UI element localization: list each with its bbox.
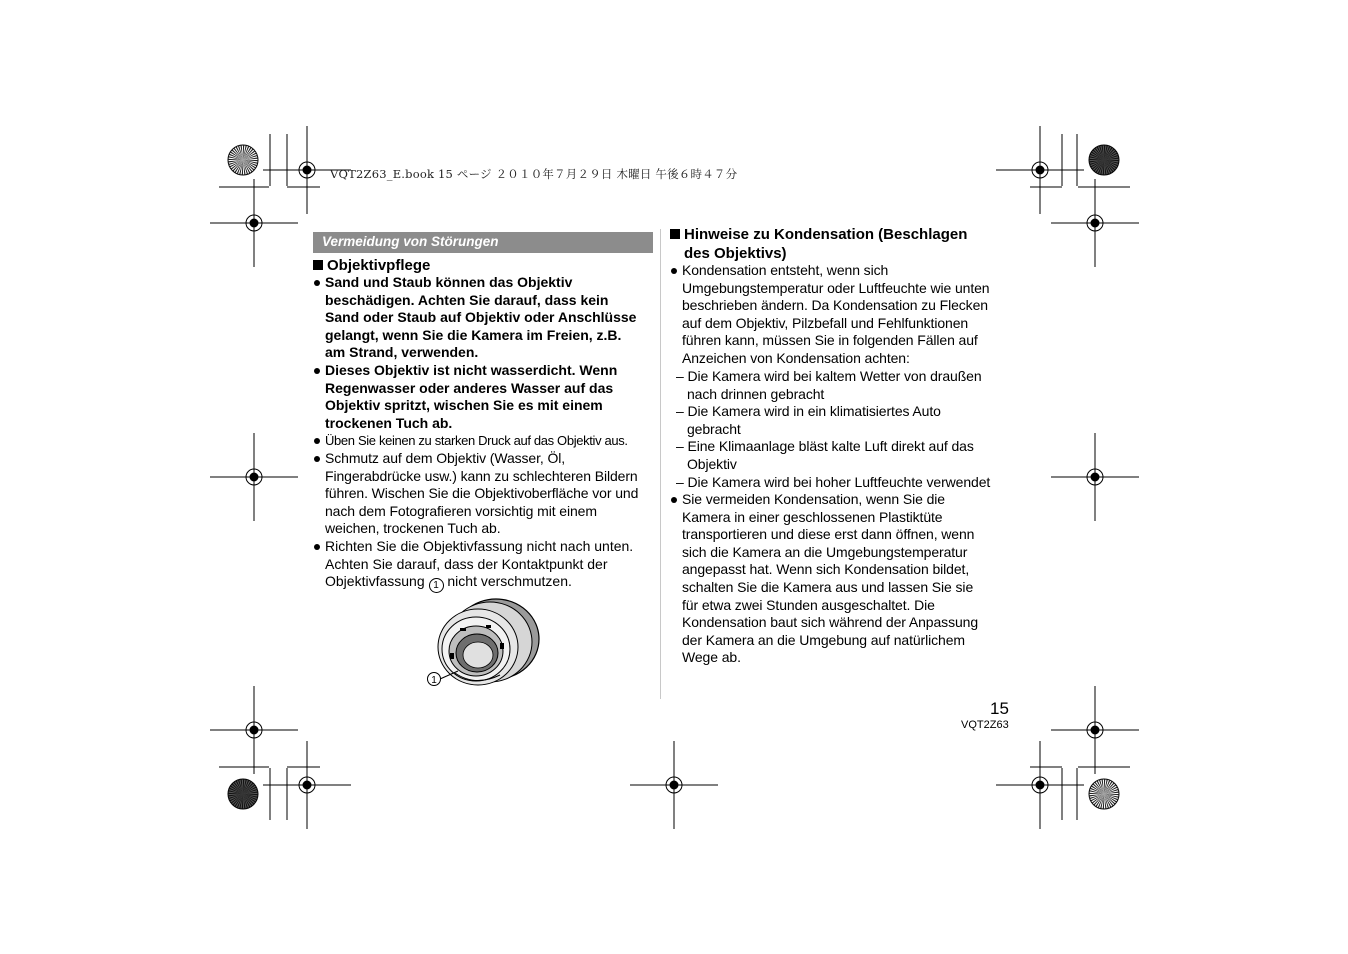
bullet-dot-icon — [314, 544, 320, 550]
dash-item: – Die Kamera wird in ein klimatisiertes Auto — [676, 403, 941, 420]
starburst-target-icon — [1089, 145, 1119, 175]
registration-crosshair-icon — [1051, 179, 1139, 267]
bullet-dot-icon — [314, 368, 320, 374]
section-title-bar — [313, 232, 653, 253]
text-line — [325, 573, 633, 593]
text-line: Wege ab. — [682, 649, 741, 666]
callout-label: 1 — [431, 675, 437, 686]
text-line: auf dem Objektiv, Pilzbefall und Fehlfunktionen — [682, 314, 969, 331]
text-line: Kondensation baut sich während der Anpassung — [682, 614, 979, 631]
text-line: beschädigen. Achten Sie darauf, dass kein — [325, 291, 609, 308]
registration-crosshair-icon — [996, 126, 1084, 214]
dash-list — [676, 368, 990, 491]
text-line: für etwa zwei Stunden ausgeschaltet. Die — [682, 596, 935, 613]
text-fragment: Objektivfassung — [325, 573, 425, 590]
objektivpflege-heading — [313, 256, 430, 275]
text-line: nach drinnen gebracht — [687, 385, 825, 402]
text-line: schalten Sie die Kamera aus und lassen Sie sie — [682, 578, 974, 595]
starburst-target-icon — [228, 779, 258, 809]
registration-crosshair-icon — [1051, 433, 1139, 521]
text-line: beschrieben ändern. Da Kondensation zu Flecken — [682, 297, 988, 314]
text-line: Richten Sie die Objektivfassung nicht nach unten. — [325, 538, 634, 554]
callout-number-icon: 1 — [429, 578, 444, 593]
text-line: angepasst hat. Wenn sich Kondensation bildet, — [682, 561, 970, 578]
text-line: Kondensation entsteht, wenn sich — [682, 262, 889, 278]
heading-text: Objektivpflege — [327, 257, 431, 274]
registration-crosshair-icon — [1051, 686, 1139, 774]
text-fragment: nicht verschmutzen. — [447, 573, 572, 590]
print-info-line: VQT2Z63_E.book 15 ページ ２０１０年７月２９日 木曜日 午後６時４７分 — [330, 167, 738, 181]
text-line: gebracht — [687, 420, 741, 437]
text-line: der Kamera an die Umgebung auf natürlichem — [682, 631, 965, 648]
registration-crosshair-icon — [210, 433, 298, 521]
lens-illustration — [420, 595, 550, 700]
dash-item: – Eine Klimaanlage bläst kalte Luft direkt auf das — [676, 438, 974, 455]
text-line: Sie vermeiden Kondensation, wenn Sie die — [682, 491, 945, 507]
square-bullet-icon — [670, 229, 680, 239]
bullet-dot-icon — [314, 438, 320, 444]
bullet-dot-icon — [314, 456, 320, 462]
bullet-dot-icon — [314, 280, 320, 286]
starburst-target-icon — [228, 145, 258, 175]
text-line: Fingerabdrücke usw.) kann zu schlechteren Bildern — [325, 467, 638, 484]
heading-text: des Objektivs) — [684, 245, 787, 262]
text-line: Die Kamera wird in ein klimatisiertes Auto — [687, 403, 941, 420]
registration-crosshair-icon — [210, 179, 298, 267]
text-line: Kamera in einer geschlossenen Plastiktüte — [682, 508, 943, 525]
kondensation-heading — [670, 225, 967, 263]
registration-crosshair-icon — [996, 741, 1084, 829]
page-number: 15 — [990, 699, 1009, 718]
text-line: weichen, trockenen Tuch ab. — [325, 520, 501, 537]
text-line: gelangt, wenn Sie die Kamera im Freien, z.B. — [325, 326, 622, 343]
text-line: am Strand, verwenden. — [325, 344, 479, 361]
text-line: Die Kamera wird bei kaltem Wetter von draußen — [687, 368, 982, 384]
text-line: Anzeichen von Kondensation achten: — [682, 349, 910, 366]
registration-crosshair-icon — [630, 741, 718, 829]
text-line: Objektiv spritzt, wischen Sie es mit einem — [325, 397, 603, 414]
text-line: nach dem Fotografieren vorsichtig mit einem — [325, 502, 597, 519]
text-line: Objektiv — [687, 455, 737, 472]
text-line: Üben Sie keinen zu starken Druck auf das Objektiv aus. — [325, 433, 628, 448]
section-title: Vermeidung von Störungen — [322, 234, 499, 249]
text-line: Umgebungstemperatur oder Luftfeuchte wie unten — [682, 279, 990, 296]
square-bullet-icon — [313, 260, 323, 270]
registration-crosshair-icon — [263, 741, 351, 829]
text-line: Sand oder Staub auf Objektiv oder Anschlüsse — [325, 309, 637, 326]
text-line: Dieses Objektiv ist nicht wasserdicht. Wenn — [325, 362, 618, 378]
registration-crosshair-icon — [210, 686, 298, 774]
text-line: Eine Klimaanlage bläst kalte Luft direkt auf das — [687, 438, 974, 455]
text-line: Die Kamera wird bei hoher Luftfeuchte verwendet — [687, 473, 991, 490]
text-line: führen kann, müssen Sie in folgenden Fällen auf — [682, 332, 978, 349]
heading-text: Hinweise zu Kondensation (Beschlagen — [684, 226, 968, 243]
text-line: sich die Kamera an die Umgebungstemperatur — [682, 543, 968, 560]
bullet-dot-icon — [671, 497, 677, 503]
dash-item: – Die Kamera wird bei kaltem Wetter von draußen — [676, 368, 982, 384]
bullet-dot-icon — [671, 268, 677, 274]
text-line: Sand und Staub können das Objektiv — [325, 274, 573, 290]
text-line: führen. Wischen Sie die Objektivoberfläche vor und — [325, 485, 639, 502]
text-line: transportieren und diese erst dann öffnen, wenn — [682, 526, 975, 543]
text-line: Regenwasser oder anderes Wasser auf das — [325, 379, 614, 396]
column-divider — [660, 229, 661, 699]
text-line: trockenen Tuch ab. — [325, 414, 453, 431]
model-code: VQT2Z63 — [961, 719, 1009, 731]
text-line: Achten Sie darauf, dass der Kontaktpunkt der — [325, 555, 608, 572]
text-line: Schmutz auf dem Objektiv (Wasser, Öl, — [325, 450, 566, 466]
dash-item: – Die Kamera wird bei hoher Luftfeuchte verwendet — [676, 473, 991, 490]
starburst-target-icon — [1089, 779, 1119, 809]
